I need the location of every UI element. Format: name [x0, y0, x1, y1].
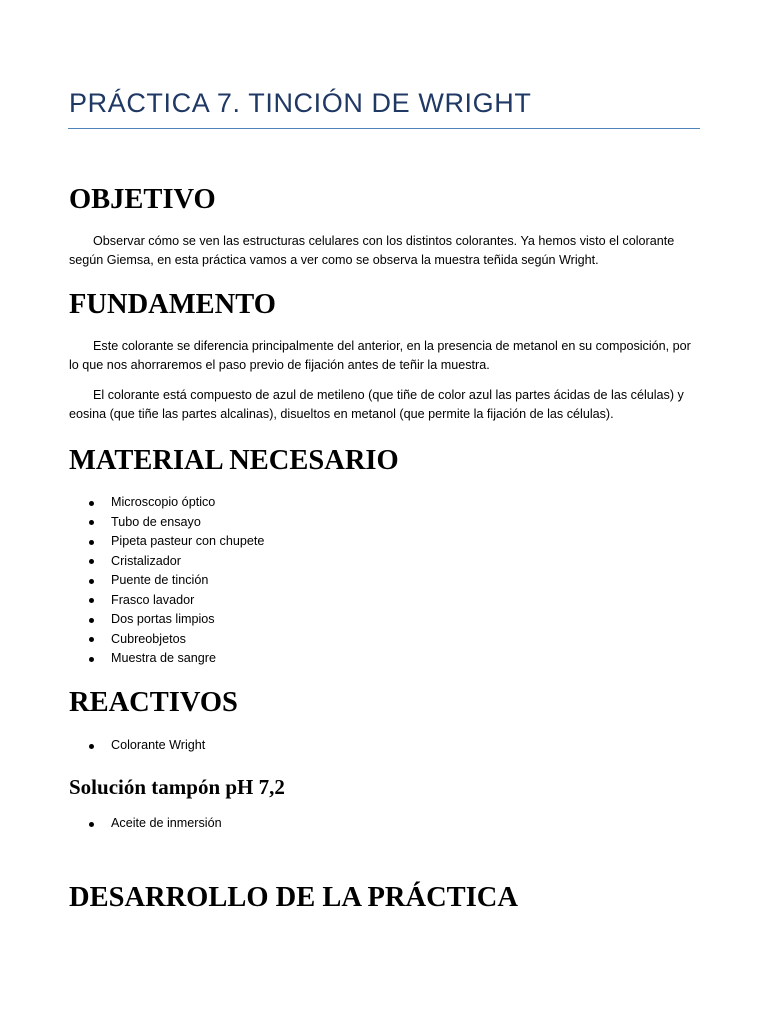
list-item: Dos portas limpios [69, 610, 264, 630]
bullet-icon [89, 657, 94, 662]
title-underline [68, 128, 700, 129]
document-title: PRÁCTICA 7. TINCIÓN DE WRIGHT [69, 88, 532, 118]
list-item: Puente de tinción [69, 571, 264, 591]
heading-fundamento: FUNDAMENTO [69, 289, 276, 320]
paragraph-fundamento-1: Este colorante se diferencia principalmente del anterior, en la presencia de metanol en su composición, por lo que nos ahorraremos el paso previo de fijación antes de teñir la muestra. [69, 339, 691, 372]
reactivos-sublist [69, 814, 222, 834]
heading-desarrollo: DESARROLLO DE LA PRÁCTICA [69, 882, 518, 913]
bullet-icon [89, 637, 94, 642]
list-item: Cristalizador [69, 552, 264, 572]
bullet-icon [89, 501, 94, 506]
list-item: Colorante Wright [69, 736, 205, 756]
list-item: Cubreobjetos [69, 630, 264, 650]
bullet-icon [89, 744, 94, 749]
heading-reactivos: REACTIVOS [69, 687, 238, 718]
list-item: Frasco lavador [69, 591, 264, 611]
material-list [69, 493, 264, 669]
bullet-icon [89, 520, 94, 525]
heading-objetivo: OBJETIVO [69, 184, 216, 215]
heading-material-necesario: MATERIAL NECESARIO [69, 445, 399, 476]
list-item: Muestra de sangre [69, 649, 264, 669]
list-item: Tubo de ensayo [69, 513, 264, 533]
subheading-solucion-tampon: Solución tampón pH 7,2 [69, 775, 285, 799]
list-item: Microscopio óptico [69, 493, 264, 513]
paragraph-objetivo: Observar cómo se ven las estructuras celulares con los distintos colorantes. Ya hemos visto el colorante según Giemsa, en esta práctica vamos a ver como se observa la muestra teñida según Wright. [69, 234, 675, 267]
bullet-icon [89, 618, 94, 623]
list-item: Aceite de inmersión [69, 814, 222, 834]
list-item: Pipeta pasteur con chupete [69, 532, 264, 552]
bullet-icon [89, 822, 94, 827]
bullet-icon [89, 598, 94, 603]
paragraph-fundamento-2: El colorante está compuesto de azul de metileno (que tiñe de color azul las partes ácidas de las células) y eosina (que tiñe las partes alcalinas), disueltos en metanol (que permite la fijación de las células). [69, 388, 684, 421]
bullet-icon [89, 559, 94, 564]
bullet-icon [89, 540, 94, 545]
bullet-icon [89, 579, 94, 584]
reactivos-list [69, 736, 205, 756]
